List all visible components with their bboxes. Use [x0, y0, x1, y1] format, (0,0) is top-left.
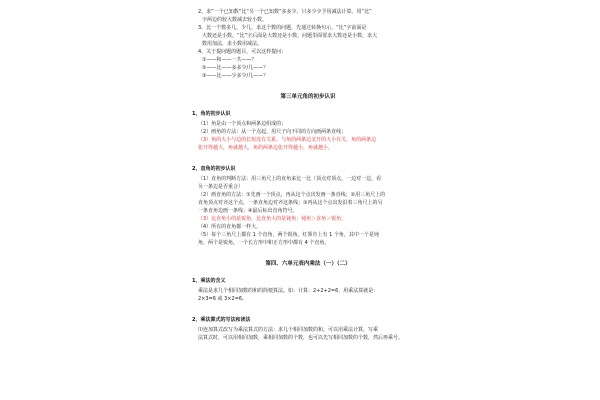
unit3-title: 第三单元角的初步认识: [280, 94, 336, 100]
right-angle-point-2c: 一条直角边画一条线；④最后标出直角符号。: [198, 208, 298, 214]
unit46-title: 第四、六单元表内乘法（一）（二）: [265, 261, 351, 267]
angle-point-1: （1）角是由一个顶点和两条边组成的；: [198, 121, 287, 127]
intro-line-3c: 数用加法，求小数用减法。: [202, 41, 263, 47]
question-pattern-1: ①——和——一共——？: [202, 57, 257, 63]
intro-line-3b: 大数还是小数。“比”字后面是大数还是小数，问题里面要求大数还是小数，求大: [202, 33, 378, 39]
angle-point-3a: （3）角的大小与边的长短没有关系，与角的两条边叉开的大小有关，角的两条边: [198, 137, 377, 143]
intro-line-3a: 3、比一个数多几，少几，求这个数的问题，先通过转换句示，“比”字前面是: [198, 25, 367, 31]
right-angle-point-1a: （1）直角的判断方法：用三角尺上的直角来比一比（顶点对顶点，一边对一边，看: [198, 176, 382, 182]
intro-line-4: 4、关于提问题的题目，可以这样提问：: [198, 49, 287, 55]
multiplication-meaning-a: 乘法是求几个相同加数的和的简便算法。如：计算：2+2+2=6，用乘法算就是：: [198, 288, 379, 294]
multiplication-meaning-b: 2×3=6 或 3×2=6。: [198, 296, 248, 302]
document-page: [192, 8, 424, 342]
right-angle-point-1b: 另一条边是否重合）: [198, 184, 244, 190]
right-angle-point-2b: 直角顶点对齐这个点，一条直角边对齐这条线；③再从这个点出发沿着三角尺上的另: [198, 200, 383, 206]
question-pattern-3: ③——比——少多少/几——？: [202, 73, 269, 79]
unit46-section1-title: 1、乘法的含义: [192, 278, 226, 284]
right-angle-point-5b: 角，两个是锐角。一个长方形中和正方形中都有 4 个直角。: [198, 240, 330, 246]
right-angle-point-5a: （5）每个三角尺上都有 1 个直角，两个锐角。红领巾上有 1 个角，其中一个是钝: [198, 232, 379, 238]
right-angle-point-4: （4）所有的直角都一样大。: [198, 224, 262, 230]
unit3-section2-title: 2、直角的初步认识: [192, 166, 236, 172]
right-angle-point-2a: （2）画直角的方法：①先画一个顶点，再从这个点出发画一条直线；②用三角尺上的: [198, 192, 386, 198]
multiplication-writing-b: 法算式时，可以用相同加数，乘相同加数的个数，也可以先写相同加数的个数，然后再乘号。: [198, 335, 404, 341]
angle-point-2: （2）画角的方法：从一个点起，用尺子向不同的方向画两条直线；: [198, 129, 347, 135]
multiplication-writing-a: ⑴连加算式改写为乘法算式的方法：求几个相同加数的和，可以用乘法计算，写乘: [198, 327, 379, 333]
intro-line-2b: 字两边的较大数减去较小数。: [202, 17, 268, 23]
angle-point-3b: 张开得越大，角就越大，角的两条边张开得越小，角就越小。: [198, 145, 334, 151]
right-angle-point-3: （3）比直角小的是锐角，比直角大的是钝角：钝角＞直角＞锐角。: [198, 216, 347, 222]
intro-line-2a: 2、求“一个已知数”比“另一个已知数”多多少、只多少少予用减法计算。用“比”: [198, 9, 372, 15]
unit46-section2-title: 2、乘法算式的写法和读法: [192, 317, 251, 323]
unit3-section1-title: 1、角的初步认识: [192, 111, 231, 117]
question-pattern-2: ②——比——多多少/几——？: [202, 65, 269, 71]
